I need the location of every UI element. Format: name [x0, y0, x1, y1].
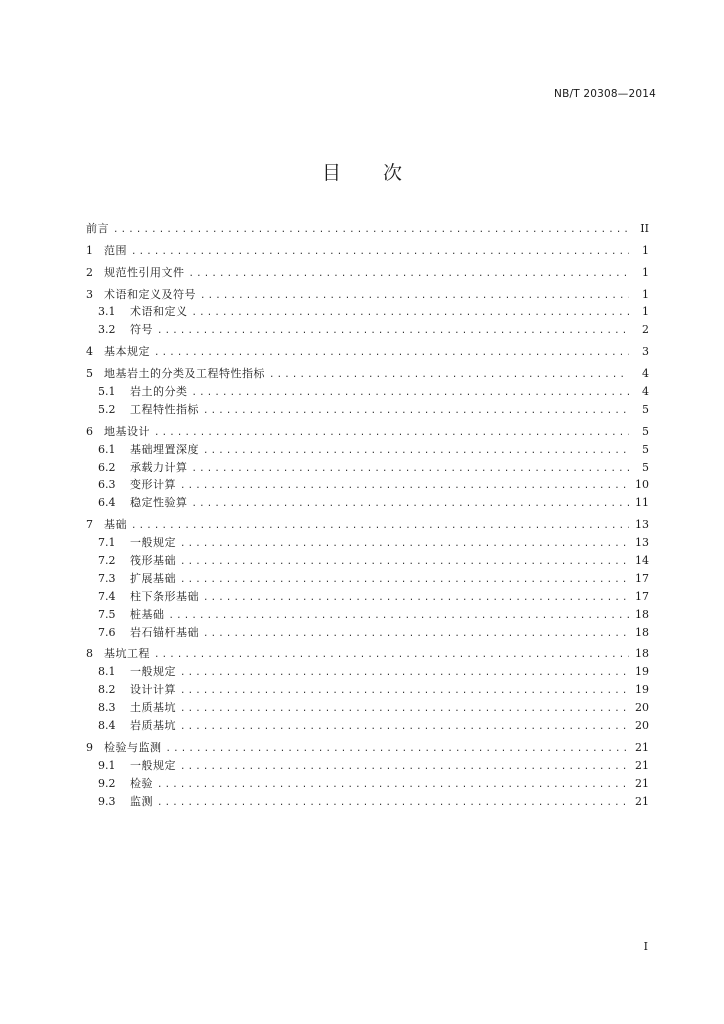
toc-entry-number: 1 — [86, 243, 93, 257]
toc-entry-number: 6.3 — [98, 478, 116, 492]
toc-entry-number: 9.1 — [98, 758, 116, 772]
toc-dot-leader — [180, 556, 629, 568]
toc-dot-leader — [154, 649, 629, 661]
toc-entry-page: 21 — [635, 794, 649, 808]
toc-dot-leader — [180, 667, 629, 679]
toc-entry-page: 1 — [642, 305, 649, 319]
toc-entry-number: 3.2 — [98, 323, 116, 337]
toc-section-entry[interactable] — [86, 240, 649, 258]
toc-entry-number: 7.5 — [98, 607, 116, 621]
toc-entry-label: 术语和定义 — [130, 305, 188, 319]
toc-entry-number: 5 — [86, 367, 93, 381]
toc-entry-page: 20 — [635, 719, 649, 733]
toc-entry-page: II — [640, 221, 649, 235]
toc-entry-page: 19 — [635, 665, 649, 679]
toc-entry-label: 柱下条形基础 — [130, 589, 199, 603]
toc-entry-number: 7.1 — [98, 536, 116, 550]
toc-subsection-entry[interactable] — [86, 302, 649, 320]
toc-entry-page: 17 — [635, 589, 649, 603]
toc-entry-label: 基坑工程 — [104, 647, 150, 661]
toc-entry-page: 5 — [642, 442, 649, 456]
toc-dot-leader — [180, 685, 629, 697]
toc-entry-label: 岩土的分类 — [130, 385, 188, 399]
toc-subsection-entry[interactable] — [86, 457, 649, 475]
toc-entry-page: 21 — [635, 758, 649, 772]
toc-entry-page: 10 — [635, 478, 649, 492]
toc-entry-number: 7.2 — [98, 554, 116, 568]
toc-entry-label: 监测 — [130, 794, 153, 808]
toc-entry-label: 规范性引用文件 — [104, 265, 185, 279]
toc-entry-number: 9 — [86, 740, 93, 754]
toc-entry-number: 7 — [86, 518, 93, 532]
toc-section-entry[interactable] — [86, 218, 649, 236]
toc-entry-page: 5 — [642, 402, 649, 416]
toc-entry-number: 5.2 — [98, 402, 116, 416]
toc-dot-leader — [180, 703, 629, 715]
toc-subsection-entry[interactable] — [86, 715, 649, 733]
toc-entry-page: 5 — [642, 460, 649, 474]
toc-entry-label: 桩基础 — [130, 607, 165, 621]
toc-subsection-entry[interactable] — [86, 755, 649, 773]
toc-entry-label: 变形计算 — [130, 478, 176, 492]
toc-entry-page: 4 — [642, 385, 649, 399]
toc-entry-page: 4 — [642, 367, 649, 381]
toc-dot-leader — [131, 246, 629, 258]
toc-entry-number: 8.4 — [98, 719, 116, 733]
toc-entry-label: 设计计算 — [130, 683, 176, 697]
toc-section-entry[interactable] — [86, 341, 649, 359]
toc-dot-leader — [203, 445, 629, 457]
toc-dot-leader — [157, 797, 629, 809]
toc-section-entry[interactable] — [86, 737, 649, 755]
toc-subsection-entry[interactable] — [86, 399, 649, 417]
toc-entry-number: 5.1 — [98, 385, 116, 399]
toc-section-entry[interactable] — [86, 363, 649, 381]
toc-subsection-entry[interactable] — [86, 622, 649, 640]
toc-entry-label: 工程特性指标 — [130, 402, 199, 416]
toc-entry-page: 18 — [635, 625, 649, 639]
toc-entry-label: 稳定性验算 — [130, 496, 188, 510]
toc-entry-label: 承载力计算 — [130, 460, 188, 474]
toc-subsection-entry[interactable] — [86, 492, 649, 510]
toc-entry-number: 8.3 — [98, 701, 116, 715]
toc-entry-page: 18 — [635, 607, 649, 621]
toc-dot-leader — [131, 520, 629, 532]
toc-entry-number: 4 — [86, 345, 93, 359]
toc-dot-leader — [154, 427, 629, 439]
toc-entry-number: 6.1 — [98, 442, 116, 456]
document-code: NB/T 20308—2014 — [554, 88, 656, 100]
toc-entry-page: 21 — [635, 776, 649, 790]
toc-dot-leader — [203, 628, 629, 640]
toc-subsection-entry[interactable] — [86, 697, 649, 715]
toc-entry-page: 1 — [642, 287, 649, 301]
toc-entry-number: 3.1 — [98, 305, 116, 319]
toc-subsection-entry[interactable] — [86, 773, 649, 791]
page-title: 目 次 — [321, 162, 403, 184]
table-of-contents — [86, 218, 649, 809]
toc-entry-label: 基础 — [104, 518, 127, 532]
toc-entry-label: 检验与监测 — [104, 740, 162, 754]
toc-dot-leader — [192, 498, 630, 510]
toc-entry-page: 2 — [642, 323, 649, 337]
toc-entry-page: 1 — [642, 243, 649, 257]
toc-entry-number: 7.3 — [98, 571, 116, 585]
toc-subsection-entry[interactable] — [86, 586, 649, 604]
toc-dot-leader — [157, 325, 629, 337]
toc-subsection-entry[interactable] — [86, 475, 649, 493]
toc-dot-leader — [166, 743, 630, 755]
toc-entry-page: 17 — [635, 571, 649, 585]
toc-entry-page: 11 — [635, 496, 649, 510]
toc-entry-label: 前言 — [86, 221, 109, 235]
toc-entry-number: 8.2 — [98, 683, 116, 697]
toc-entry-label: 术语和定义及符号 — [104, 287, 196, 301]
toc-dot-leader — [157, 779, 629, 791]
toc-entry-label: 一般规定 — [130, 665, 176, 679]
toc-entry-label: 岩石锚杆基础 — [130, 625, 199, 639]
toc-entry-page: 3 — [642, 345, 649, 359]
toc-dot-leader — [113, 224, 629, 236]
toc-section-entry[interactable] — [86, 421, 649, 439]
toc-dot-leader — [180, 538, 629, 550]
toc-entry-label: 筏形基础 — [130, 554, 176, 568]
toc-dot-leader — [269, 369, 629, 381]
toc-entry-number: 2 — [86, 265, 93, 279]
toc-dot-leader — [180, 761, 629, 773]
toc-dot-leader — [200, 290, 629, 302]
toc-subsection-entry[interactable] — [86, 532, 649, 550]
toc-dot-leader — [203, 405, 629, 417]
toc-entry-page: 21 — [635, 740, 649, 754]
toc-entry-label: 基本规定 — [104, 345, 150, 359]
toc-entry-page: 20 — [635, 701, 649, 715]
toc-subsection-entry[interactable] — [86, 381, 649, 399]
toc-entry-page: 13 — [635, 536, 649, 550]
toc-entry-page: 13 — [635, 518, 649, 532]
toc-subsection-entry[interactable] — [86, 568, 649, 586]
toc-subsection-entry[interactable] — [86, 661, 649, 679]
toc-entry-label: 符号 — [130, 323, 153, 337]
toc-dot-leader — [154, 347, 629, 359]
toc-entry-number: 7.4 — [98, 589, 116, 603]
toc-entry-page: 14 — [635, 554, 649, 568]
toc-entry-number: 9.2 — [98, 776, 116, 790]
toc-section-entry[interactable] — [86, 514, 649, 532]
toc-entry-label: 土质基坑 — [130, 701, 176, 715]
toc-entry-label: 一般规定 — [130, 758, 176, 772]
toc-subsection-entry[interactable] — [86, 319, 649, 337]
toc-entry-label: 范围 — [104, 243, 127, 257]
toc-dot-leader — [189, 268, 630, 280]
toc-section-entry[interactable] — [86, 644, 649, 662]
toc-entry-label: 检验 — [130, 776, 153, 790]
toc-entry-page: 1 — [642, 265, 649, 279]
toc-entry-number: 8.1 — [98, 665, 116, 679]
page-number: I — [643, 940, 648, 953]
toc-entry-number: 9.3 — [98, 794, 116, 808]
toc-subsection-entry[interactable] — [86, 439, 649, 457]
toc-dot-leader — [180, 574, 629, 586]
toc-entry-page: 18 — [635, 647, 649, 661]
toc-dot-leader — [180, 721, 629, 733]
toc-subsection-entry[interactable] — [86, 791, 649, 809]
toc-entry-number: 6.4 — [98, 496, 116, 510]
toc-entry-number: 7.6 — [98, 625, 116, 639]
toc-dot-leader — [192, 463, 630, 475]
toc-entry-label: 地基设计 — [104, 424, 150, 438]
toc-entry-label: 扩展基础 — [130, 571, 176, 585]
toc-subsection-entry[interactable] — [86, 604, 649, 622]
toc-subsection-entry[interactable] — [86, 550, 649, 568]
toc-section-entry[interactable] — [86, 262, 649, 280]
toc-entry-label: 地基岩土的分类及工程特性指标 — [104, 367, 265, 381]
toc-entry-label: 岩质基坑 — [130, 719, 176, 733]
toc-entry-number: 6.2 — [98, 460, 116, 474]
toc-entry-page: 5 — [642, 424, 649, 438]
toc-dot-leader — [203, 592, 629, 604]
toc-subsection-entry[interactable] — [86, 679, 649, 697]
toc-entry-number: 8 — [86, 647, 93, 661]
toc-dot-leader — [192, 307, 630, 319]
toc-dot-leader — [192, 387, 630, 399]
toc-dot-leader — [169, 610, 630, 622]
toc-entry-label: 一般规定 — [130, 536, 176, 550]
toc-entry-label: 基础埋置深度 — [130, 442, 199, 456]
toc-entry-number: 6 — [86, 424, 93, 438]
toc-dot-leader — [180, 480, 629, 492]
toc-section-entry[interactable] — [86, 284, 649, 302]
toc-entry-page: 19 — [635, 683, 649, 697]
toc-entry-number: 3 — [86, 287, 93, 301]
